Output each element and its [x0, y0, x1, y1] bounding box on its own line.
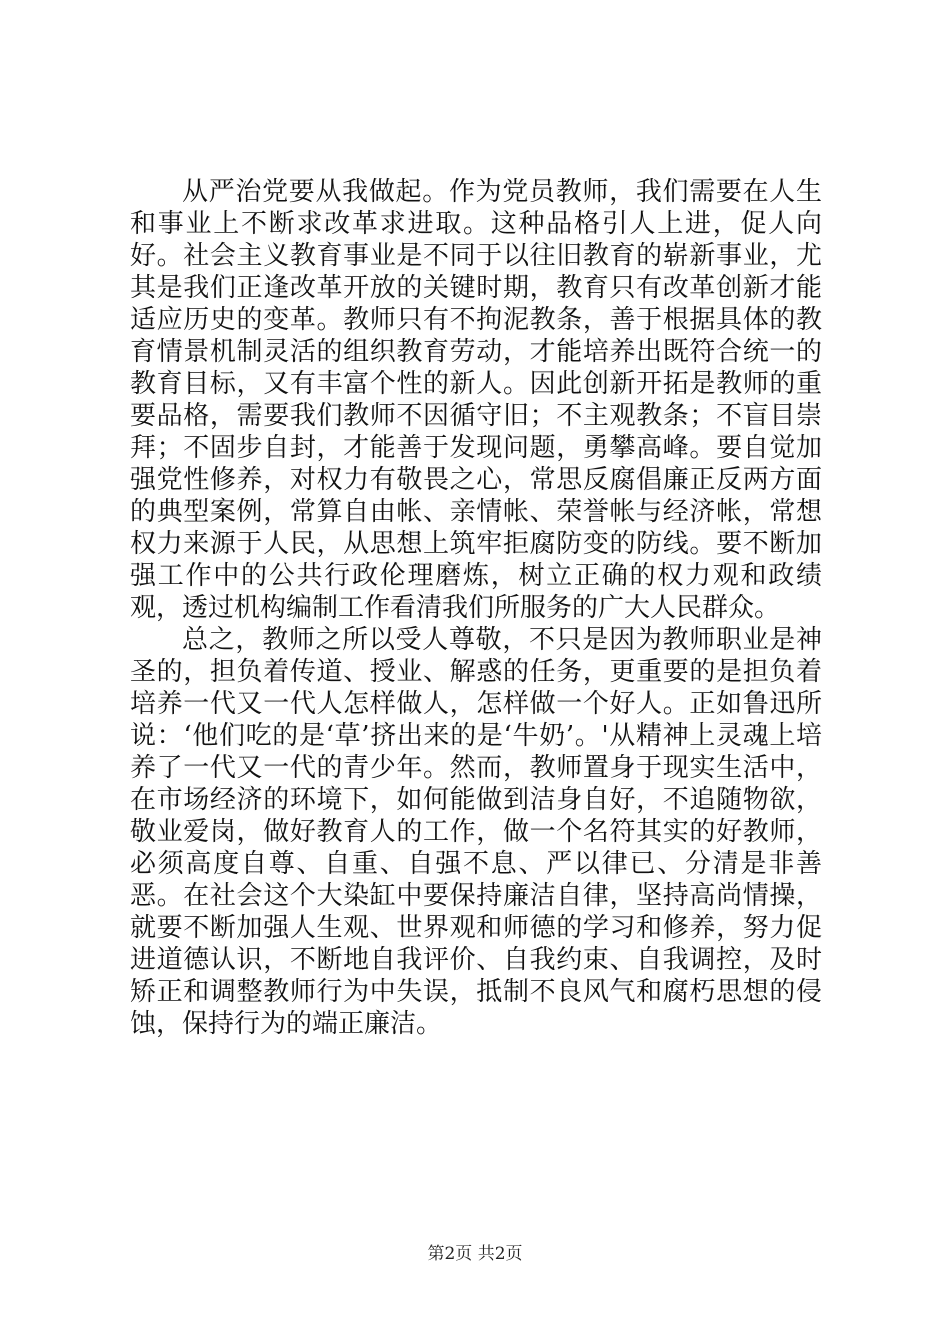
page-footer: 第2页 共2页 — [427, 1244, 523, 1264]
paragraph: 总之，教师之所以受人尊敬，不只是因为教师职业是神圣的，担负着传道、授业、解惑的任务，更重要的是担负着培养一代又一代人怎样做人，怎样做一个好人。正如鲁迅所说：‘他们吃的是‘草’挤出来的是‘牛奶’。'从精神上灵魂上培养了一代又一代的青少年。然而，教师置身于现实生活中，在市场经济的环境下，如何能做到洁身自好，不追随物欲，敬业爱岗，做好教育人的工作，做一个名符其实的好教师，必须高度自尊、自重、自强不息、严以律已、分清是非善恶。在社会这个大染缸中要保持廉洁自律，坚持高尚情操，就要不断加强人生观、世界观和师德的学习和修养，努力促进道德认识，不断地自我评价、自我约束、自我调控，及时矫正和调整教师行为中失误，抵制不良风气和腐朽思想的侵蚀，保持行为的端正廉洁。 — [130, 625, 822, 1039]
document-body — [130, 176, 822, 1040]
paragraph: 从严治党要从我做起。作为党员教师，我们需要在人生和事业上不断求改革求进取。这种品格引人上进，促人向好。社会主义教育事业是不同于以往旧教育的崭新事业，尤其是我们正逢改革开放的关键时期，教育只有改革创新才能适应历史的变革。教师只有不拘泥教条，善于根据具体的教育情景机制灵活的组织教育劳动，才能培养出既符合统一的教育目标，又有丰富个性的新人。因此创新开拓是教师的重要品格，需要我们教师不因循守旧；不主观教条；不盲目崇拜；不固步自封，才能善于发现问题，勇攀高峰。要自觉加强党性修养，对权力有敬畏之心，常思反腐倡廉正反两方面的典型案例，常算自由帐、亲情帐、荣誉帐与经济帐，常想权力来源于人民，从思想上筑牢拒腐防变的防线。要不断加强工作中的公共行政伦理磨炼，树立正确的权力观和政绩观，透过机构编制工作看清我们所服务的广大人民群众。 — [130, 177, 822, 623]
